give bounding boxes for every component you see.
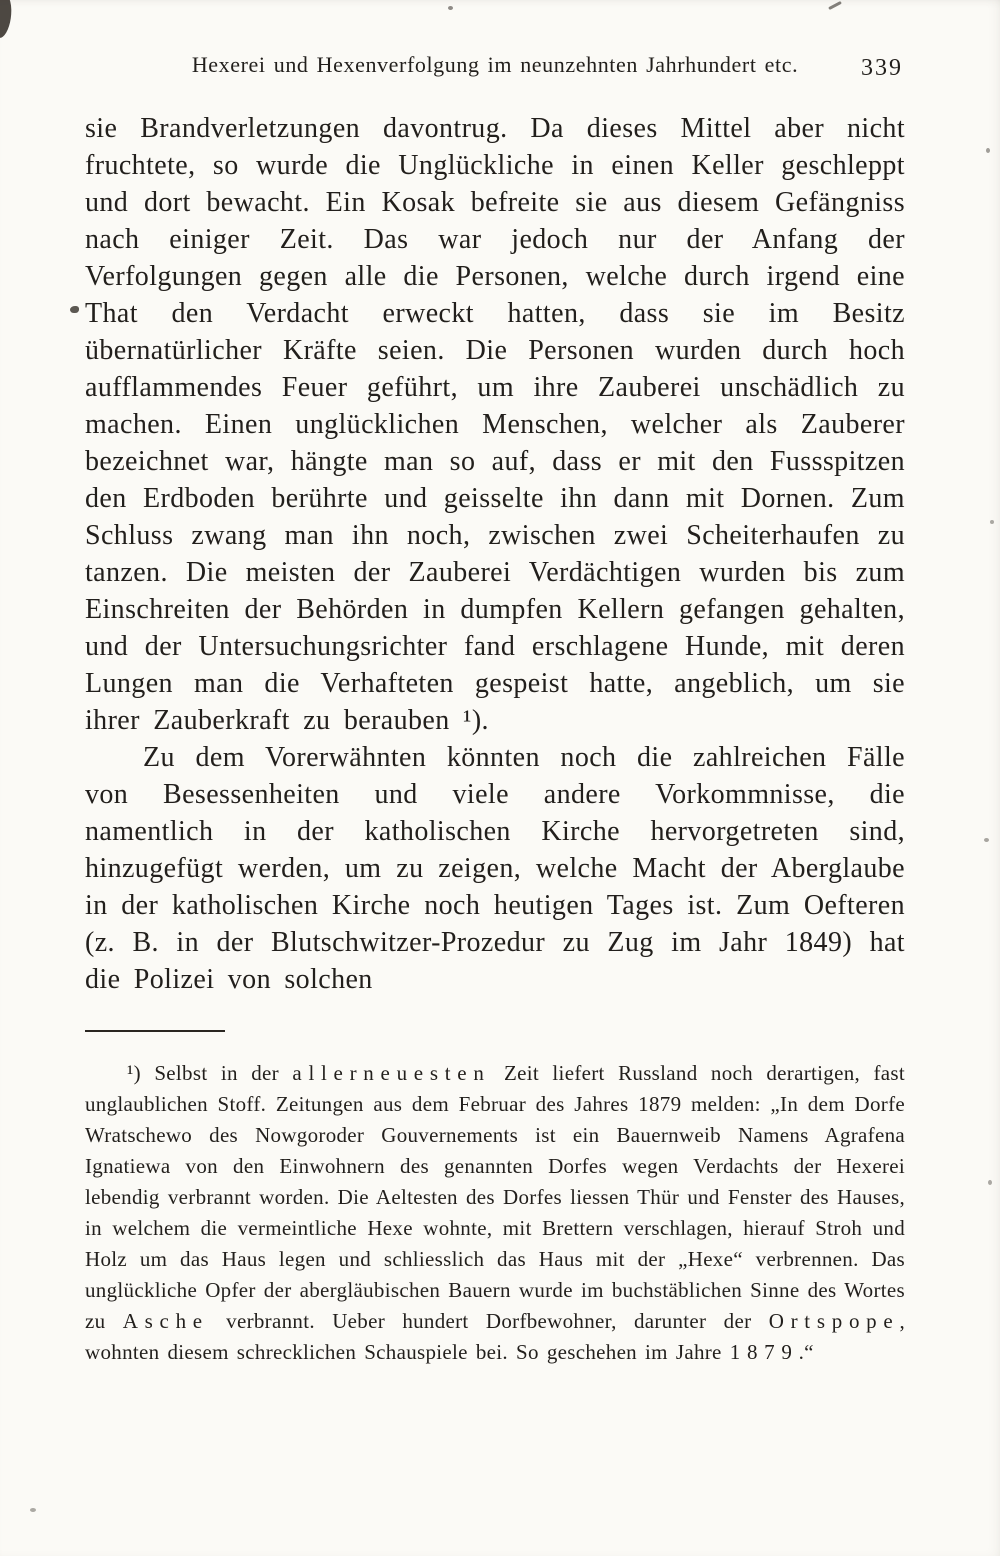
footnote-text: ¹) Selbst in der [127, 1061, 293, 1085]
letterspaced-text: 1879 [729, 1340, 799, 1364]
page-header [85, 52, 905, 82]
footnote-divider [85, 1030, 225, 1032]
running-head-title: Hexerei und Hexenverfolgung im neunzehnten Jahrhundert etc. [191, 52, 799, 77]
scan-speck [70, 306, 79, 313]
footnote [85, 1058, 905, 1368]
body-paragraph: sie Brandverletzungen davontrug. Da dieses Mittel aber nicht fruchtete, so wurde die Unglückliche in einen Keller geschleppt und dort bewacht. Ein Kosak befreite sie aus diesem Gefängniss nach einiger Zeit. Das war jedoch nur der Anfang der Verfolgungen gegen alle die Personen, welche durch irgend eine That den Verdacht erweckt hatten, dass sie im Besitz übernatürlicher Kräfte seien. Die Personen wurden durch hoch aufflammendes Feuer geführt, um ihre Zauberei unschädlich zu machen. Einen unglücklichen Menschen, welcher als Zauberer bezeichnet war, hängte man so auf, dass er mit den Fussspitzen den Erdboden berührte und geisselte ihn dann mit Dornen. Zum Schluss zwang man ihn noch, zwischen zwei Scheiterhaufen zu tanzen. Die meisten der Zauberei Verdächtigen wurden bis zum Einschreiten der Behörden in dumpfen Kellern gefangen gehalten, und der Untersuchungsrichter fand erschlagene Hunde, mit deren Lungen man die Verhafteten gespeist hatte, angeblich, um sie ihrer Zauberkraft zu berauben ¹). [85, 113, 905, 736]
scan-speck [986, 148, 990, 153]
main-text-block [85, 110, 905, 1368]
footnote-text: Zeit liefert Russland noch derartigen, fast unglaublichen Stoff. Zeitungen aus dem Februar des Jahres 1879 melden: „In dem Dorfe Wratschewo des Nowgoroder Gouvernements ist ein Bauernweib Namens Agrafena Ignatiewa von den Einwohnern des genannten Dorfes wegen Verdachts der Hexerei lebendig verbrannt worden. Die Aeltesten des Dorfes liessen Thür und Fenster des Hauses, in welchem die vermeintliche Hexe wohnte, mit Brettern verschlagen, hierauf Stroh und Holz um das Haus legen und schliesslich das Haus mit der „Hexe“ verbrennen. Das unglückliche Opfer der abergläubischen Bauern wurde im buchstäblichen Sinne des Wortes zu [85, 1061, 905, 1333]
footnote-text: , wohnten diesem schrecklichen Schauspiele bei. So geschehen im Jahre [85, 1309, 905, 1364]
letterspaced-text: Asche [122, 1309, 209, 1333]
footnote-text: verbrannt. Ueber hundert Dorfbewohner, darunter der [208, 1309, 769, 1333]
scan-smudge [0, 0, 14, 39]
scan-speck [448, 6, 453, 10]
scan-speck [30, 1508, 36, 1512]
footnote-text: .“ [798, 1340, 814, 1364]
body-paragraph: Zu dem Vorerwähnten könnten noch die zahlreichen Fälle von Besessenheiten und viele andere Vorkommnisse, die namentlich in der katholischen Kirche hervorgetreten sind, hinzugefügt werden, um zu zeigen, welche Macht der Aberglaube in der katholischen Kirche noch heutigen Tages ist. Zum Oefteren (z. B. in der Blutschwitzer-Prozedur zu Zug im Jahr 1849) hat die Polizei von solchen [85, 742, 905, 995]
scan-speck [828, 1, 842, 10]
letterspaced-text: allerneuesten [292, 1061, 491, 1085]
page-number: 339 [861, 55, 903, 81]
letterspaced-text: Ortspope [768, 1309, 900, 1333]
scan-speck [988, 1180, 992, 1185]
scan-speck [990, 520, 994, 524]
scan-speck [984, 838, 989, 842]
